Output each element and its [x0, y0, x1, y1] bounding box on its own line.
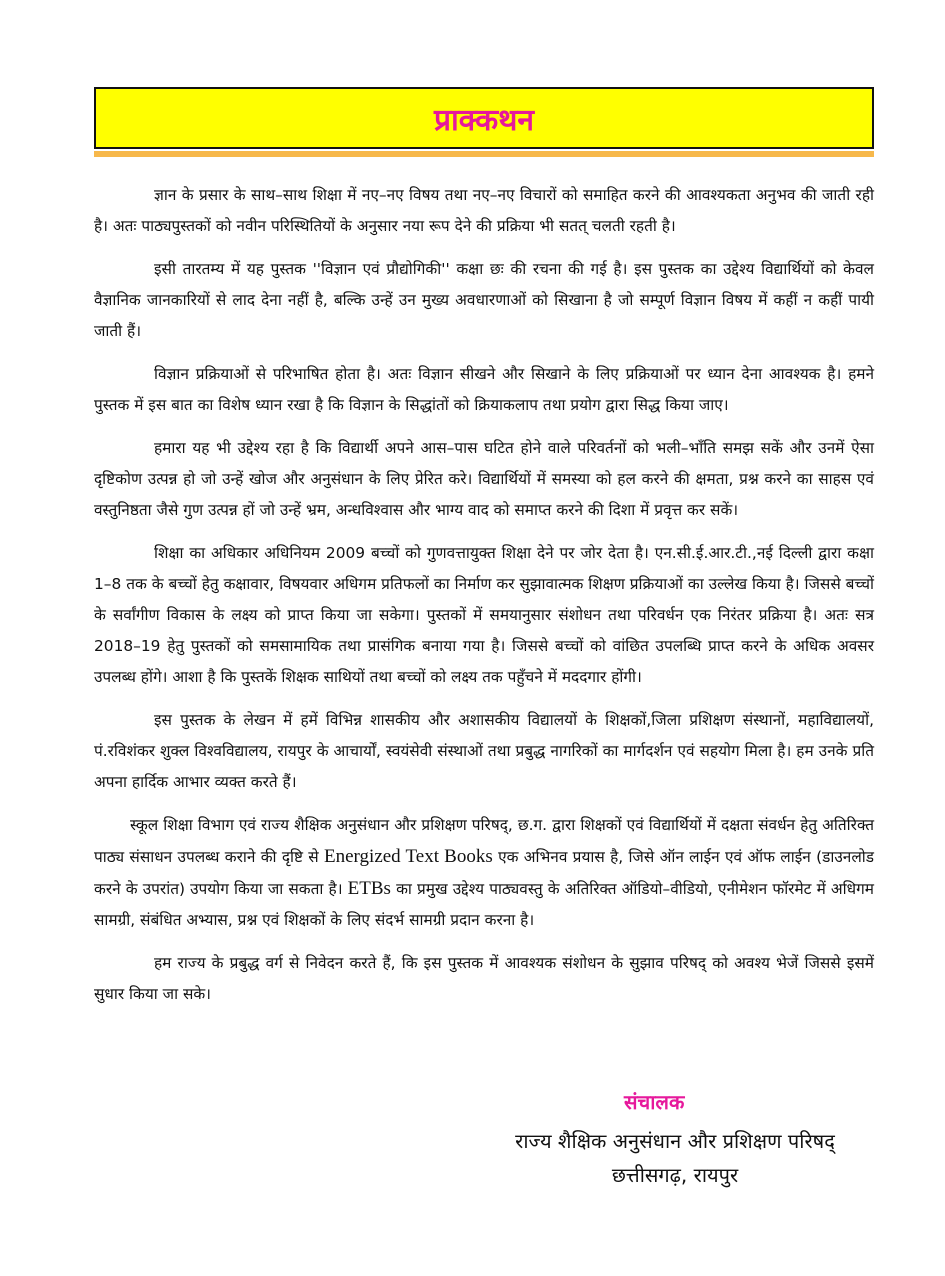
- etb-text-1: स्कूल शिक्षा विभाग एवं राज्य शैक्षिक अनुसंधान और प्रशिक्षण परिषद्, छ.ग. द्वारा शिक्षकों एवं विद्यार्थियों में दक्षता संवर्धन हेतु अतिरिक्त पाठ्य संसाधन उपलब्ध कराने की दृष्टि से: [94, 816, 874, 866]
- title-underline: [94, 151, 874, 157]
- signature-org-line-1: राज्य शैक्षिक अनुसंधान और प्रशिक्षण परिषद्: [515, 1129, 835, 1153]
- signature-org: [480, 1124, 870, 1192]
- paragraph-6: इस पुस्तक के लेखन में हमें विभिन्न शासकीय और अशासकीय विद्यालयों के शिक्षकों,जिला प्रशिक्षण संस्थानों, महाविद्यालयों, पं.रविशंकर शुक्ल विश्वविद्यालय, रायपुर के आचार्यों, स्वयंसेवी संस्थाओं तथा प्रबुद्ध नागरिकों का मार्गदर्शन एवं सहयोग मिला है। हम उनके प्रति अपना हार्दिक आभार व्यक्त करते हैं।: [94, 711, 875, 791]
- title-box: [94, 87, 874, 149]
- preface-body: [94, 180, 874, 1022]
- paragraph-1: ज्ञान के प्रसार के साथ–साथ शिक्षा में नए–नए विषय तथा नए–नए विचारों को समाहित करने की आवश्यकता अनुभव की जाती रही है। अतः पाठ्यपुस्तकों को नवीन परिस्थितियों के अनुसार नया रूप देने की प्रक्रिया भी सतत् चलती रहती है।: [94, 186, 874, 235]
- paragraph-3: विज्ञान प्रक्रियाओं से परिभाषित होता है। अतः विज्ञान सीखने और सिखाने के लिए प्रक्रियाओं पर ध्यान देना आवश्यक है। हमने पुस्तक में इस बात का विशेष ध्यान रखा है कि विज्ञान के सिद्धांतों को क्रियाकलाप तथा प्रयोग द्वारा सिद्ध किया जाए।: [94, 365, 874, 414]
- etb-term-etbs: ETBs: [347, 878, 391, 899]
- page-title: प्राक्कथन: [433, 102, 535, 138]
- paragraph-closing: हम राज्य के प्रबुद्ध वर्ग से निवेदन करते हैं, कि इस पुस्तक में आवश्यक संशोधन के सुझाव परिषद् को अवश्य भेजें जिससे इसमें सुधार किया जा सके।: [94, 954, 874, 1003]
- signature-role: संचालक: [624, 1090, 685, 1114]
- paragraph-5: शिक्षा का अधिकार अधिनियम 2009 बच्चों को गुणवत्तायुक्त शिक्षा देने पर जोर देता है। एन.सी.ई.आर.टी.,नई दिल्ली द्वारा कक्षा 1–8 तक के बच्चों हेतु कक्षावार, विषयवार अधिगम प्रतिफलों का निर्माण कर सुझावात्मक शिक्षण प्रक्रियाओं का उल्लेख किया है। जिससे बच्चों के सर्वांगीण विकास के लक्ष्य को प्राप्त किया जा सकेगा। पुस्तकों में समयानुसार संशोधन तथा परिवर्धन एक निरंतर प्रक्रिया है। अतः सत्र 2018–19 हेतु पुस्तकों को समसामायिक तथा प्रासंगिक बनाया गया है। जिससे बच्चों को वांछित उपलब्धि प्राप्त करने के अधिक अवसर उपलब्ध होंगे। आशा है कि पुस्तकें शिक्षक साथियों तथा बच्चों को लक्ष्य तक पहुँचने में मददगार होंगी।: [94, 544, 875, 686]
- etb-text-2: एक अभिनव प्रयास है, जिसे ऑन लाईन एवं ऑफ लाईन (डाउनलोड करने के उपरांत) उपयोग किया जा सकता है।: [94, 848, 875, 898]
- signature-org-line-2: छत्तीसगढ़, रायपुर: [611, 1163, 739, 1187]
- paragraph-etb: [94, 810, 874, 936]
- title-banner: [94, 87, 874, 157]
- etb-term-energized: Energized Text Books: [324, 846, 493, 867]
- etb-text-3: का प्रमुख उद्देश्य पाठ्यवस्तु के अतिरिक्त ऑडियो–वीडियो, एनीमेशन फॉरमेट में अधिगम सामग्री, संबंधित अभ्यास, प्रश्न एवं शिक्षकों के लिए संदर्भ सामग्री प्रदान करना है।: [94, 880, 874, 929]
- paragraph-4: हमारा यह भी उद्देश्य रहा है कि विद्यार्थी अपने आस–पास घटित होने वाले परिवर्तनों को भली–भाँति समझ सकें और उनमें ऐसा दृष्टिकोण उत्पन्न हो जो उन्हें खोज और अनुसंधान के लिए प्रेरित करे। विद्यार्थियों में समस्या को हल करने की क्षमता, प्रश्न करने का साहस एवं वस्तुनिष्ठता जैसे गुण उत्पन्न हों जो उन्हें भ्रम, अन्धविश्वास और भाग्य वाद को समाप्त करने की दिशा में प्रवृत्त कर सकें।: [94, 439, 874, 519]
- paragraph-2: इसी तारतम्य में यह पुस्तक ''विज्ञान एवं प्रौद्योगिकी'' कक्षा छः की रचना की गई है। इस पुस्तक का उद्देश्य विद्यार्थियों को केवल वैज्ञानिक जानकारियों से लाद देना नहीं है, बल्कि उन्हें उन मुख्य अवधारणाओं को सिखाना है जो सम्पूर्ण विज्ञान विषय में कहीं न कहीं पायी जाती हैं।: [94, 260, 874, 340]
